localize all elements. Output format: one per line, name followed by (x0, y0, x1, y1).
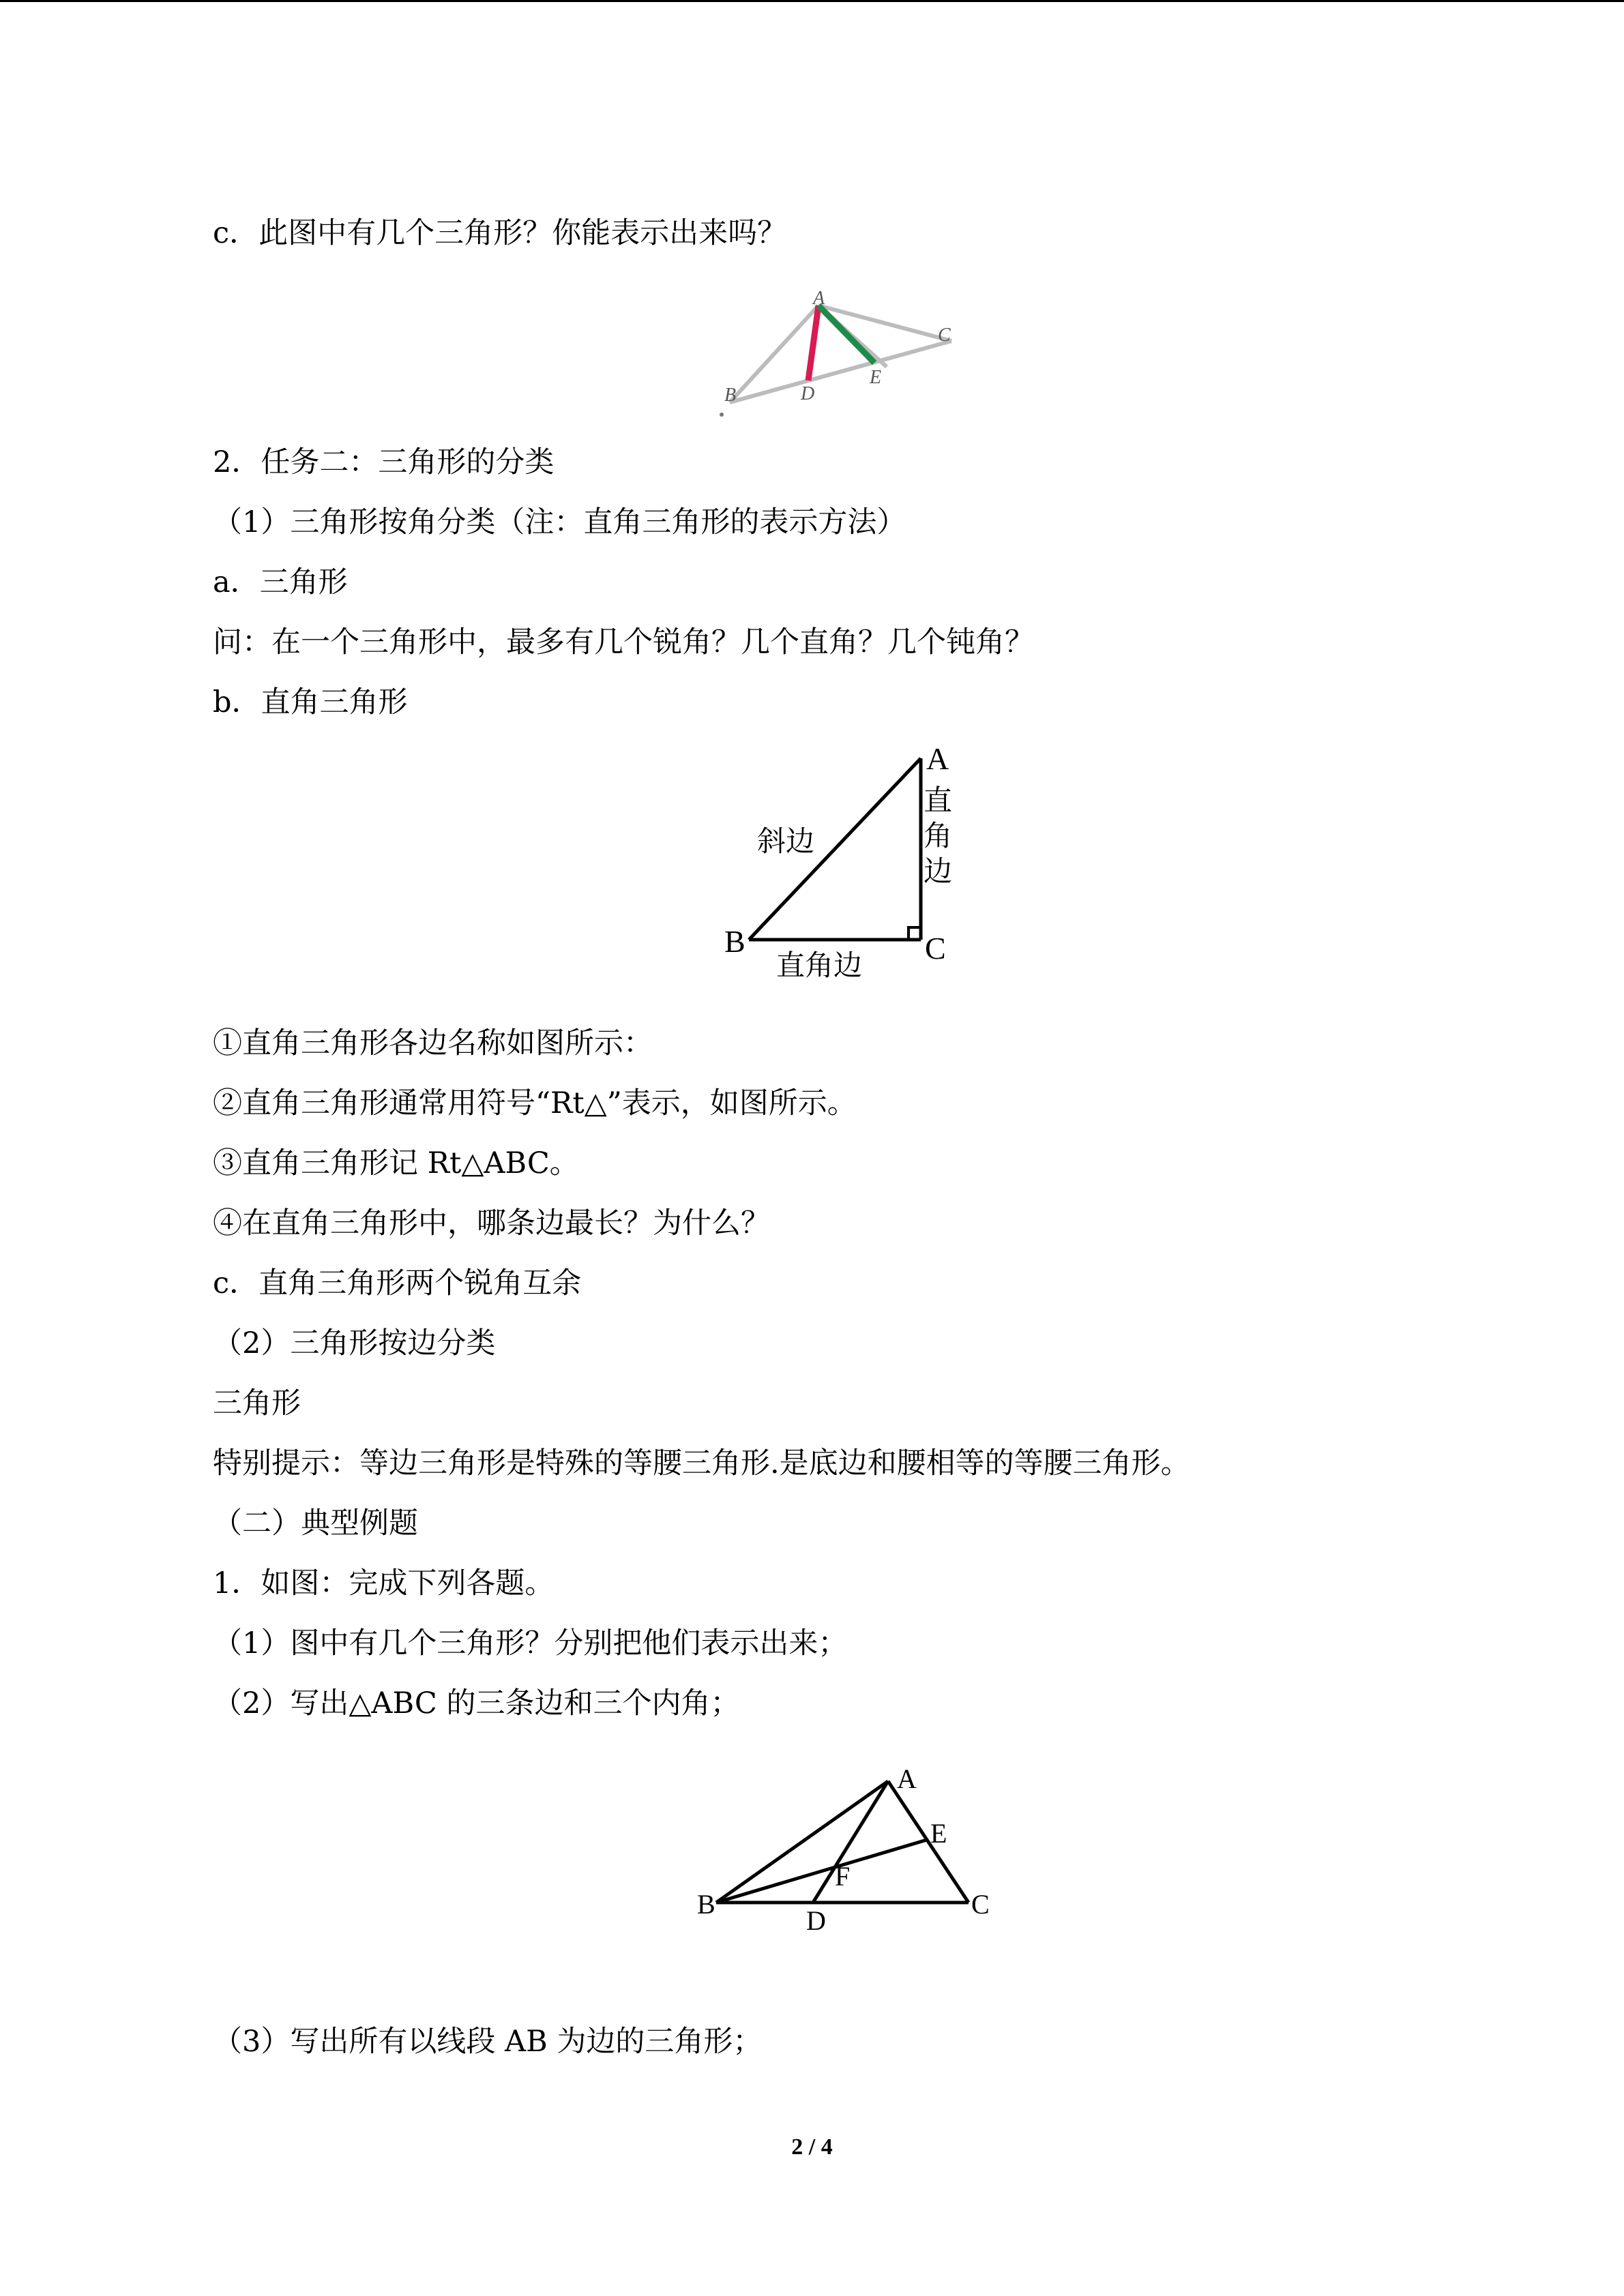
text-line: c．直角三角形两个锐角互余 (213, 1266, 582, 1300)
figure-triangle-colored (709, 286, 982, 423)
label-c: C (971, 1889, 990, 1920)
text-line: ②直角三角形通常用符号“Rt△”表示，如图所示。 (213, 1086, 857, 1120)
label-a: A (926, 743, 949, 776)
label-b: B (724, 385, 737, 406)
text-line: （3）写出所有以线段 AB 为边的三角形； (213, 2025, 763, 2059)
text-line: （2）三角形按边分类 (213, 1326, 496, 1360)
label-c: C (938, 325, 951, 346)
leg-side-char-3: 边 (924, 854, 953, 888)
text-line: 1．如图：完成下列各题。 (213, 1566, 555, 1600)
text-line: （1）三角形按角分类（注：直角三角形的表示方法） (213, 505, 906, 539)
label-b: B (697, 1889, 715, 1920)
leg-bottom-label: 直角边 (776, 949, 863, 982)
label-c: C (925, 931, 946, 966)
text-line: ④在直角三角形中，哪条边最长？为什么？ (213, 1206, 770, 1240)
label-e: E (930, 1818, 947, 1849)
label-d: D (801, 383, 815, 404)
text-line: （1）图中有几个三角形？分别把他们表示出来； (213, 1626, 848, 1660)
label-a: A (813, 288, 825, 309)
label-a: A (897, 1763, 917, 1794)
label-d: D (806, 1905, 826, 1936)
page-number: 2 / 4 (791, 2134, 833, 2160)
text-line: （二）典型例题 (213, 1506, 418, 1540)
text-line: b．直角三角形 (213, 685, 408, 719)
text-line: ③直角三角形记 Rt△ABC。 (213, 1146, 579, 1180)
leg-side-char-1: 直 (924, 784, 953, 817)
label-b: B (724, 924, 745, 959)
label-e: E (870, 367, 882, 388)
text-line: c．此图中有几个三角形？你能表示出来吗？ (213, 216, 787, 250)
text-line: 三角形 (213, 1386, 301, 1420)
label-f: F (835, 1861, 851, 1892)
text-line: a．三角形 (213, 565, 348, 599)
figure-right-triangle (716, 743, 975, 989)
figure-triangle-abc (689, 1759, 1009, 1943)
text-line: （2）写出△ABC 的三条边和三个内角； (213, 1686, 740, 1720)
text-line: 特别提示：等边三角形是特殊的等腰三角形.是底边和腰相等的等腰三角形。 (213, 1446, 1190, 1480)
page-top-border (0, 0, 1624, 2)
text-line: 2．任务二：三角形的分类 (213, 445, 555, 479)
text-line: ①直角三角形各边名称如图所示： (213, 1026, 653, 1060)
leg-side-char-2: 角 (924, 819, 953, 852)
text-line: 问：在一个三角形中，最多有几个锐角？几个直角？几个钝角？ (213, 625, 1034, 659)
hypotenuse-label: 斜边 (757, 824, 815, 858)
